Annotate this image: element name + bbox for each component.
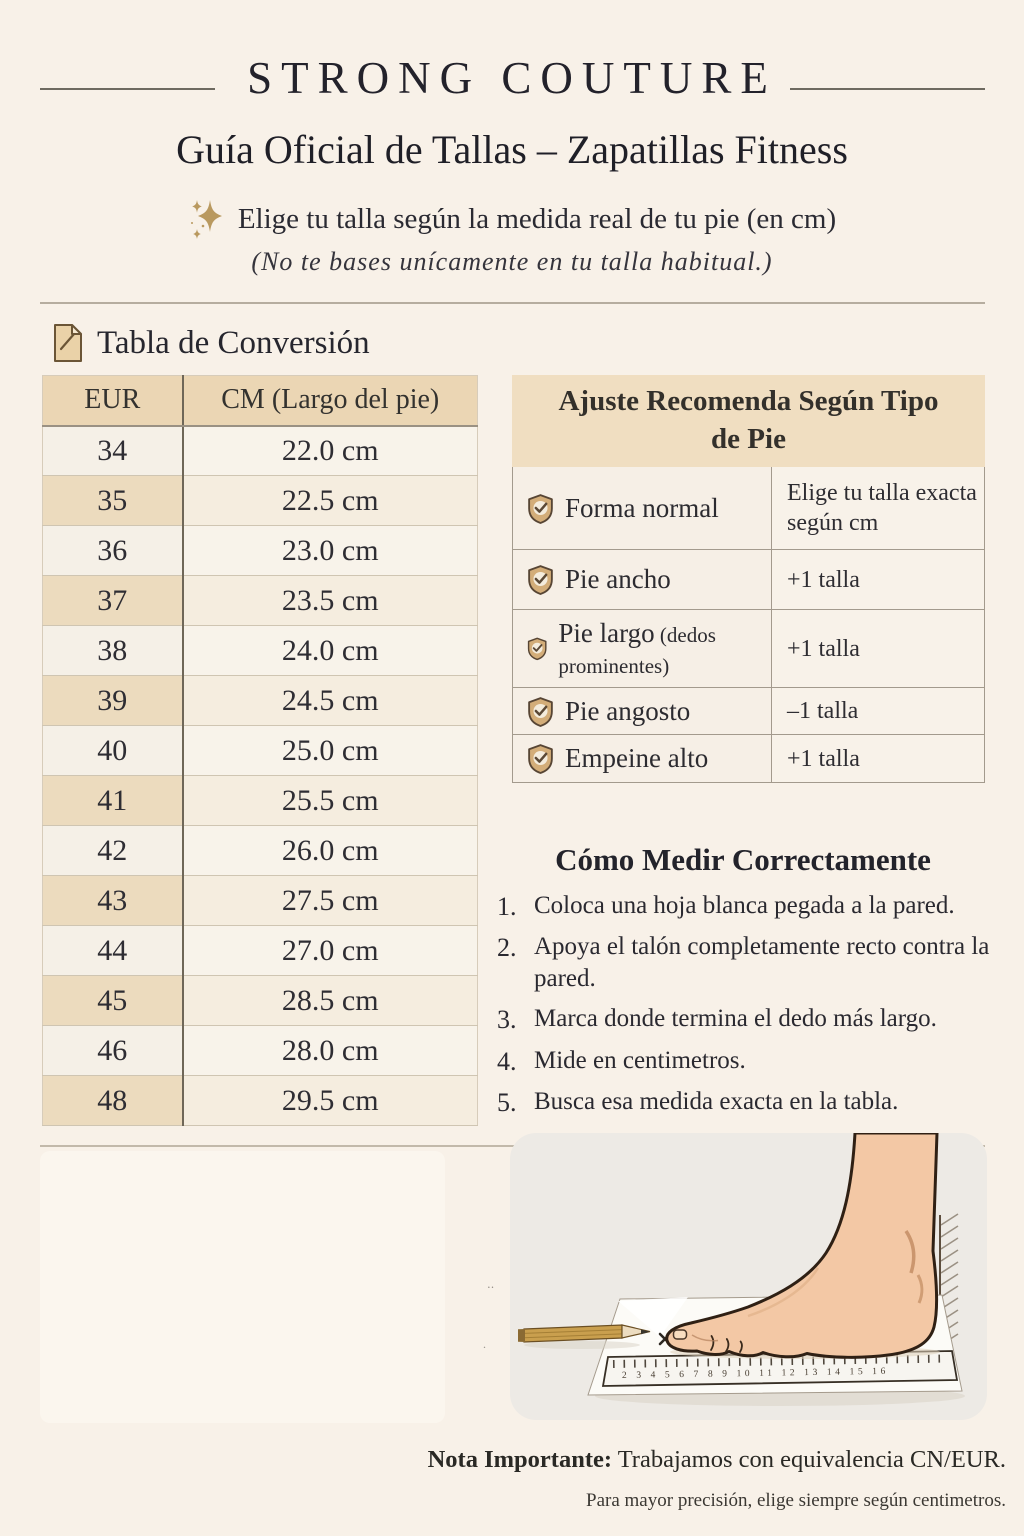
subtitle-row	[0, 196, 1024, 242]
eur-cell: 46	[43, 1026, 183, 1076]
eur-cell: 40	[43, 726, 183, 776]
fit-label-cell	[513, 688, 771, 734]
table-row	[43, 426, 478, 476]
shield-check-icon	[527, 633, 547, 664]
table-row	[43, 876, 478, 926]
table-row	[43, 526, 478, 576]
cm-cell: 27.5 cm	[183, 876, 478, 926]
table-row	[43, 576, 478, 626]
table-row	[43, 926, 478, 976]
stray-mark: .	[483, 1337, 486, 1351]
cm-column-header: CM (Largo del pie)	[183, 376, 478, 426]
fit-label-cell	[513, 610, 771, 687]
eur-cell: 34	[43, 426, 183, 476]
table-row	[43, 776, 478, 826]
fit-label-cell	[513, 735, 771, 782]
footer-subnote: Para mayor precisión, elige siempre según centimetros.	[586, 1490, 1006, 1511]
fit-value: +1 talla	[771, 610, 984, 687]
conversion-heading-row	[52, 322, 370, 364]
cm-cell: 23.0 cm	[183, 526, 478, 576]
page-title: Guía Oficial de Tallas – Zapatillas Fitness	[176, 127, 848, 172]
fit-value: Elige tu talla exacta según cm	[771, 467, 984, 549]
fit-label-cell	[513, 467, 771, 549]
fit-value: +1 talla	[771, 735, 984, 782]
footer-note-label: Nota Importante:	[427, 1446, 613, 1473]
eur-cell: 44	[43, 926, 183, 976]
eur-cell: 37	[43, 576, 183, 626]
fit-value: +1 talla	[771, 550, 984, 609]
list-item: 1. Coloca una hoja blanca pegada a la pared.	[497, 892, 955, 921]
table-row	[43, 626, 478, 676]
cm-cell: 25.0 cm	[183, 726, 478, 776]
list-item: 3. Marca donde termina el dedo más largo.	[497, 1005, 937, 1035]
ruler-numbers: 2 3 4 5 6 7 8 9 10 11 12 13 14 15 16	[621, 1366, 890, 1381]
cm-cell: 27.0 cm	[183, 926, 478, 976]
divider-top	[40, 302, 985, 304]
cm-cell: 22.5 cm	[183, 476, 478, 526]
cm-cell: 26.0 cm	[183, 826, 478, 876]
eur-cell: 42	[43, 826, 183, 876]
eur-cell: 36	[43, 526, 183, 576]
shield-check-icon	[527, 493, 554, 524]
brand-rule-right	[790, 88, 985, 90]
note-text: (No te bases unícamente en tu talla habitual.)	[251, 247, 773, 276]
table-row	[43, 826, 478, 876]
eur-column-header: EUR	[43, 376, 183, 426]
brand-title: STRONG COUTURE	[247, 53, 777, 103]
cm-cell: 24.5 cm	[183, 676, 478, 726]
note-page-icon	[52, 322, 84, 364]
fit-table	[512, 375, 985, 783]
shield-check-icon	[527, 696, 554, 727]
cm-cell: 22.0 cm	[183, 426, 478, 476]
fit-table-heading: Ajuste Recomenda Según Tipo de Pie	[558, 385, 939, 455]
fit-label: Empeine alto	[565, 743, 709, 774]
cm-cell: 24.0 cm	[183, 626, 478, 676]
fit-label: Forma normal	[565, 492, 719, 523]
fit-table-header	[512, 375, 985, 467]
subtitle-text: Elige tu talla según la medida real de tu pie (en cm)	[237, 202, 837, 235]
eur-cell: 38	[43, 626, 183, 676]
shield-check-icon	[527, 743, 554, 774]
stray-mark: ‥	[487, 1279, 495, 1291]
fit-row	[513, 687, 984, 734]
fit-label: Pie ancho	[565, 564, 671, 595]
table-row	[43, 1026, 478, 1076]
conversion-heading: Tabla de Conversión	[97, 324, 370, 361]
blank-area	[40, 1151, 445, 1423]
eur-cell: 35	[43, 476, 183, 526]
footer-note-text: Trabajamos con equivalencia CN/EUR.	[612, 1446, 1006, 1473]
cm-cell: 28.5 cm	[183, 976, 478, 1026]
footer-note	[428, 1446, 1006, 1474]
sparkle-icon	[188, 196, 228, 242]
eur-cell: 48	[43, 1076, 183, 1126]
list-item: 4. Mide en centimetros.	[497, 1046, 746, 1076]
fit-row	[513, 549, 984, 609]
cm-cell: 29.5 cm	[183, 1076, 478, 1126]
eur-cell: 41	[43, 776, 183, 826]
table-row	[43, 1076, 478, 1126]
measure-steps	[497, 890, 1013, 1127]
cm-cell: 23.5 cm	[183, 576, 478, 626]
conversion-table	[42, 375, 478, 1126]
fit-label: Pie angosto	[565, 695, 691, 726]
table-row	[43, 976, 478, 1026]
fit-row	[513, 609, 984, 687]
eur-cell: 43	[43, 876, 183, 926]
foot-illustration-svg	[510, 1133, 987, 1420]
shield-check-icon	[527, 564, 554, 595]
table-row	[43, 726, 478, 776]
fit-value: –1 talla	[771, 688, 984, 734]
eur-cell: 45	[43, 976, 183, 1026]
list-item: 2. Apoya el talón completamente recto contra la pared.	[497, 933, 990, 993]
measure-heading: Cómo Medir Correctamente	[555, 842, 931, 877]
foot-measuring-illustration	[510, 1133, 987, 1420]
fit-row	[513, 467, 984, 549]
table-header-row	[43, 376, 478, 426]
cm-cell: 25.5 cm	[183, 776, 478, 826]
table-row	[43, 676, 478, 726]
cm-cell: 28.0 cm	[183, 1026, 478, 1076]
list-item: 5. Busca esa medida exacta en la tabla.	[497, 1087, 899, 1117]
eur-cell: 39	[43, 676, 183, 726]
fit-table-body	[512, 467, 985, 783]
table-row	[43, 476, 478, 526]
fit-label: Pie largo (dedos prominentes)	[558, 618, 716, 678]
fit-label-cell	[513, 550, 771, 609]
fit-row	[513, 734, 984, 782]
